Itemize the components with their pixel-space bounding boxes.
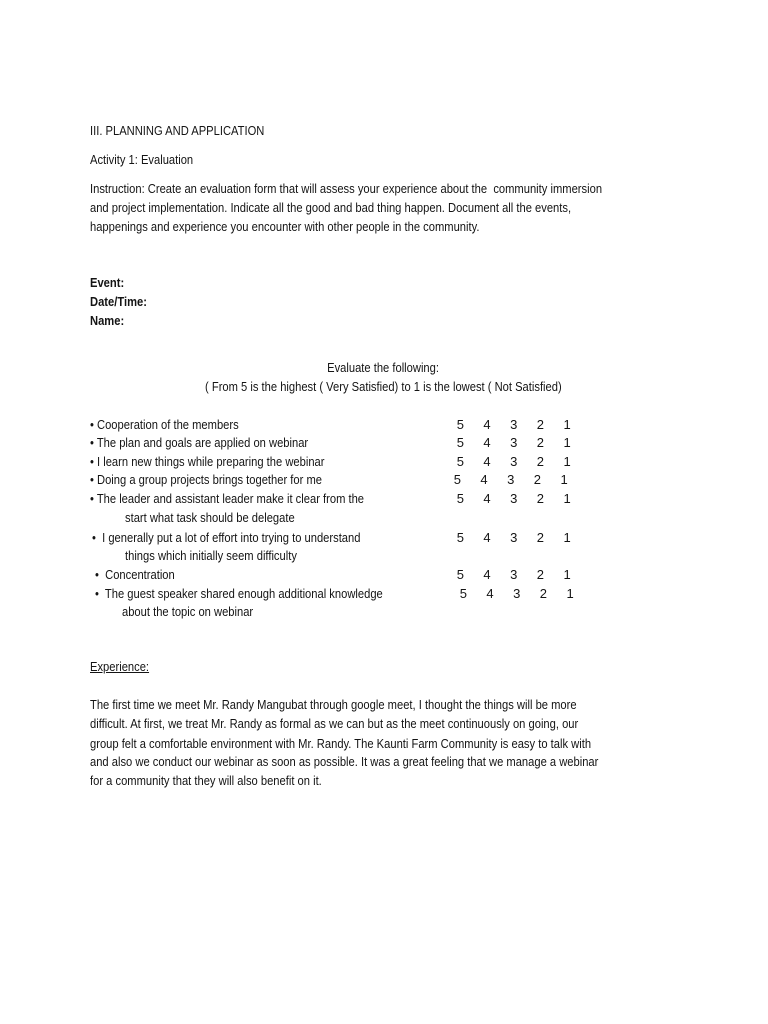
- rating-4: 4: [483, 567, 491, 582]
- rating-scale: [447, 567, 580, 583]
- evaluation-item: • The plan and goals are applied on webinar: [90, 435, 309, 450]
- rating-scale: [444, 472, 577, 488]
- rating-4: 4: [483, 491, 491, 506]
- evaluation-item: • I learn new things while preparing the webinar: [90, 454, 325, 469]
- rating-1: 1: [563, 567, 571, 582]
- evaluation-item-continuation: about the topic on webinar: [122, 604, 254, 619]
- rating-2: 2: [536, 567, 545, 582]
- rating-2: 2: [533, 472, 542, 487]
- rating-1: 1: [563, 417, 571, 432]
- rating-2: 2: [539, 586, 548, 601]
- rating-5: 5: [456, 567, 464, 582]
- rating-5: 5: [456, 417, 464, 432]
- rating-scale: [450, 586, 583, 602]
- rating-3: 3: [510, 454, 518, 469]
- rating-5: 5: [456, 530, 464, 545]
- evaluation-item: • The leader and assistant leader make it clear from the: [90, 491, 365, 506]
- evaluation-scale-note-text: ( From 5 is the highest ( Very Satisfied) to 1 is the lowest ( Not Satisfied): [204, 379, 562, 394]
- rating-3: 3: [507, 472, 515, 487]
- date-time-label: Date/Time:: [90, 294, 147, 309]
- evaluation-title: [0, 360, 766, 376]
- rating-3: 3: [513, 586, 521, 601]
- section-title: III. PLANNING AND APPLICATION: [90, 123, 265, 138]
- evaluation-item: • Doing a group projects brings together for me: [90, 472, 322, 487]
- rating-4: 4: [483, 435, 491, 450]
- evaluation-item: • I generally put a lot of effort into trying to understand: [92, 530, 361, 545]
- rating-3: 3: [510, 417, 518, 432]
- rating-1: 1: [563, 491, 571, 506]
- rating-scale: [447, 417, 580, 433]
- rating-1: 1: [563, 530, 571, 545]
- rating-1: 1: [563, 435, 571, 450]
- name-label: Name:: [90, 313, 125, 328]
- event-label: Event:: [90, 275, 125, 290]
- rating-5: 5: [456, 491, 464, 506]
- rating-1: 1: [563, 454, 571, 469]
- rating-3: 3: [510, 530, 518, 545]
- rating-3: 3: [510, 567, 518, 582]
- rating-scale: [447, 491, 580, 507]
- rating-4: 4: [483, 454, 491, 469]
- rating-4: 4: [486, 586, 494, 601]
- paragraph-line: difficult. At first, we treat Mr. Randy as formal as we can but as the meet continuously on going, our: [90, 716, 579, 731]
- paragraph-line: group felt a comfortable environment with Mr. Randy. The Kaunti Farm Community is easy to talk with: [90, 736, 592, 751]
- rating-2: 2: [536, 530, 545, 545]
- rating-scale: [447, 435, 580, 451]
- instruction-line: happenings and experience you encounter with other people in the community.: [90, 219, 480, 234]
- rating-4: 4: [483, 530, 491, 545]
- rating-5: 5: [456, 454, 464, 469]
- rating-5: 5: [453, 472, 461, 487]
- rating-scale: [447, 454, 580, 470]
- evaluation-scale-note: [0, 379, 766, 395]
- rating-2: 2: [536, 454, 545, 469]
- rating-1: 1: [566, 586, 574, 601]
- activity-title: Activity 1: Evaluation: [90, 152, 194, 167]
- rating-4: 4: [480, 472, 488, 487]
- rating-5: 5: [456, 435, 464, 450]
- experience-heading: Experience:: [90, 659, 150, 674]
- evaluation-item: • Concentration: [95, 567, 175, 582]
- instruction-line: Instruction: Create an evaluation form that will assess your experience about the community immersion: [90, 181, 603, 196]
- evaluation-item: • The guest speaker shared enough additional knowledge: [95, 586, 383, 601]
- rating-4: 4: [483, 417, 491, 432]
- paragraph-line: and also we conduct our webinar as soon as possible. It was a great feeling that we manage a webinar: [90, 754, 599, 769]
- rating-2: 2: [536, 491, 545, 506]
- evaluation-title-text: Evaluate the following:: [327, 360, 439, 375]
- paragraph-line: for a community that they will also benefit on it.: [90, 773, 322, 788]
- evaluation-item: • Cooperation of the members: [90, 417, 239, 432]
- rating-2: 2: [536, 417, 545, 432]
- evaluation-item-continuation: things which initially seem difficulty: [125, 548, 297, 563]
- rating-1: 1: [560, 472, 568, 487]
- paragraph-line: The first time we meet Mr. Randy Mangubat through google meet, I thought the things will be more: [90, 697, 577, 712]
- rating-3: 3: [510, 491, 518, 506]
- rating-3: 3: [510, 435, 518, 450]
- rating-scale: [447, 530, 580, 546]
- evaluation-item-continuation: start what task should be delegate: [125, 510, 295, 525]
- rating-2: 2: [536, 435, 545, 450]
- rating-5: 5: [459, 586, 467, 601]
- instruction-line: and project implementation. Indicate all the good and bad thing happen. Document all the events,: [90, 200, 572, 215]
